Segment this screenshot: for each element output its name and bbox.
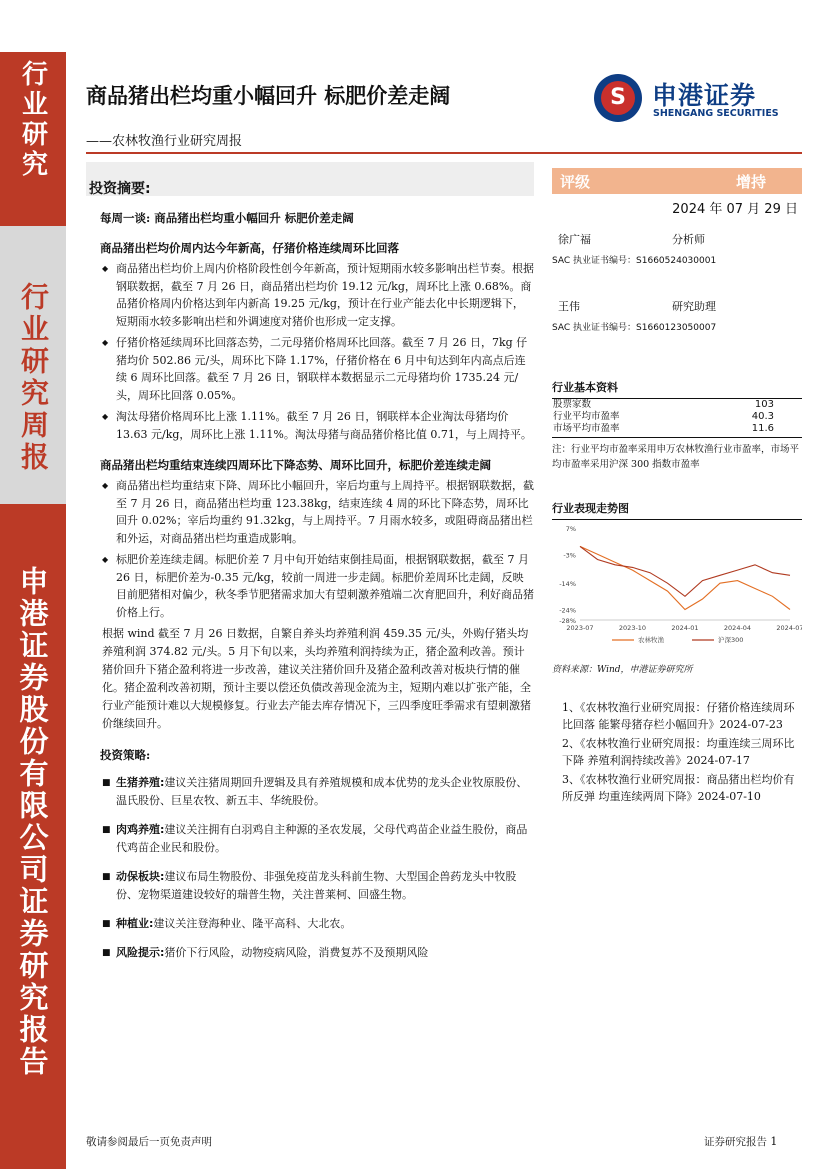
strategy-list — [86, 774, 534, 962]
trend-chart-box — [552, 500, 802, 675]
analyst-block — [552, 231, 802, 266]
rating-value: 增持 — [735, 172, 766, 191]
bullet-item: ◆ 商品猪出栏均重结束下降、周环比小幅回升，宰后均重与上周持平。根据钢联数据，截至 7 月 26 日，商品猪出栏均重 123.38kg，结束连续 4 周的环比下降态势，周环比回升 0.02%；宰后均重约 91.32kg，与上周持平。7 月雨水较多，或阻碍商品猪出栏和外运，对商品猪出栏均重造成影响。 — [86, 477, 534, 547]
related-report-item[interactable]: 2、《农林牧渔行业研究周报：均重连续三周环比下降 养殖利润持续改善》2024-07-17 — [562, 737, 795, 767]
strategy-label: 风险提示: — [116, 946, 165, 959]
strategy-text: 猪价下行风险，动物疫病风险，消费复苏不及预期风险 — [164, 946, 429, 959]
analyst-cert: SAC 执业证书编号：S1660524030001 — [552, 256, 717, 266]
x-tick-label: 2023-07 — [566, 624, 594, 632]
footer-label-text: 证券研究报告 — [704, 1136, 767, 1148]
summary-heading: 投资摘要: — [86, 162, 534, 196]
trend-chart-title: 行业表现走势图 — [552, 500, 802, 520]
series-line-1 — [580, 546, 790, 609]
y-tick-label: 7% — [565, 525, 576, 533]
analyst-name: 徐广福 — [558, 233, 591, 246]
strategy-item — [86, 821, 534, 857]
strategy-label: 肉鸡养殖: — [116, 823, 165, 836]
bullet-list-2 — [86, 477, 534, 621]
strategy-text: 建议关注登海种业、隆平高科、大北农。 — [153, 917, 352, 930]
section-subheading-1: 商品猪出栏均价周内达今年新高，仔猪价格连续周环比回落 — [100, 241, 399, 255]
analyst-block — [552, 298, 802, 333]
basic-info-note: 注：行业平均市盈率采用申万农林牧渔行业市盈率，市场平均市盈率采用沪深 300 指数市盈率 — [552, 444, 800, 470]
analyst-role: 分析师 — [672, 233, 705, 246]
page-subtitle: ——农林牧渔行业研究周报 — [86, 134, 243, 149]
footer-disclaimer: 敬请参阅最后一页免责声明 — [86, 1136, 212, 1148]
bullet-item: ◆ 仔猪价格延续周环比回落态势，二元母猪价格周环比回落。截至 7 月 26 日，7kg 仔猪均价 502.86 元/头，周环比下降 1.17%，仔猪价格在 6 月中旬达到年内高点后连续 6 周环比回落。截至 7 月 26 日，钢联样本数据显示二元母猪均价 1735.24 元/头，周环比回落 0.05%。 — [86, 334, 534, 404]
sidebar — [0, 0, 66, 1169]
bullet-item: ◆ 标肥价差连续走阔。标肥价差 7 月中旬开始结束倒挂局面，根据钢联数据，截至 7 月 26 日，标肥价差为-0.35 元/kg，较前一周进一步走阔。标肥价差周环比走阔，反映目前肥猪相对偏少，秋冬季节肥猪需求加大有望刺激养殖端二次育肥回升，利好商品猪价格上行。 — [86, 551, 534, 621]
bullet-item: ◆ 淘汰母猪价格周环比上涨 1.11%。截至 7 月 26 日，钢联样本企业淘汰母猪均价 13.63 元/kg，周环比上涨 1.11%。淘汰母猪与商品猪价格比值 0.71，与上周持平。 — [86, 408, 534, 443]
row-value: 40.3 — [751, 411, 774, 422]
weekly-topic: 每周一谈: 商品猪出栏均重小幅回升 标肥价差走阔 — [100, 211, 354, 225]
logo-mark: S — [594, 74, 642, 122]
strategy-item — [86, 774, 534, 810]
sidebar-bottom — [0, 504, 66, 1169]
sidebar-info — [552, 168, 802, 807]
main-content — [86, 162, 534, 962]
sidebar-middle — [0, 226, 66, 504]
related-reports — [552, 699, 802, 805]
basic-info-box — [552, 379, 802, 472]
y-tick-label: -24% — [559, 606, 576, 615]
sidebar-top-label: 行业研究 — [17, 60, 48, 180]
y-tick-label: -3% — [563, 551, 576, 560]
company-logo — [594, 74, 804, 128]
analyst-cert: SAC 执业证书编号：S1660123050007 — [552, 323, 717, 333]
page-title: 商品猪出栏均重小幅回升 标肥价差走阔 — [86, 84, 451, 108]
y-tick-label: -28% — [559, 617, 576, 625]
bullet-list-1 — [86, 260, 534, 443]
x-tick-label: 2024-07 — [776, 624, 802, 632]
strategy-label: 动保板块: — [116, 870, 165, 883]
row-label: 市场平均市盈率 — [552, 423, 694, 438]
logo-text-en: SHENGANG SECURITIES — [653, 108, 779, 119]
sidebar-middle-label: 行业研究周报 — [17, 282, 50, 474]
strategy-label: 生猪养殖: — [116, 776, 165, 789]
strategy-item — [86, 868, 534, 904]
rating-bar — [552, 168, 802, 194]
series-line-2 — [580, 546, 790, 596]
legend-label: 农林牧渔 — [638, 636, 664, 644]
strategy-heading: 投资策略: — [100, 748, 151, 762]
header-divider — [86, 152, 802, 154]
strategy-label: 种植业: — [116, 917, 154, 930]
basic-info-table — [552, 399, 802, 438]
x-tick-label: 2024-04 — [723, 624, 752, 632]
x-tick-label: 2023-10 — [618, 624, 647, 632]
related-report-item[interactable]: 3、《农林牧渔行业研究周报：商品猪出栏均价有所反弹 均重连续两周下降》2024-07-10 — [562, 773, 795, 803]
analyst-name: 王伟 — [558, 300, 580, 313]
chart-source: 资料来源：Wind，申港证券研究所 — [552, 665, 693, 675]
footer-label — [704, 1134, 777, 1149]
trend-chart — [552, 520, 802, 650]
analyst-role: 研究助理 — [672, 300, 716, 313]
table-row — [552, 399, 802, 411]
x-tick-label: 2024-01 — [671, 624, 699, 632]
row-value: 11.6 — [694, 423, 802, 438]
strategy-text: 建议关注猪周期回升逻辑及具有养殖规模和成本优势的龙头企业牧原股份、温氏股份、巨星农牧、新五丰、华统股份。 — [116, 776, 528, 807]
table-row — [552, 411, 802, 423]
related-report-item[interactable]: 1、《农林牧渔行业研究周报：仔猪价格连续周环比回落 能繁母猪存栏小幅回升》2024-07-23 — [562, 701, 795, 731]
table-row — [552, 423, 802, 438]
strategy-item — [86, 944, 534, 962]
body-paragraph: 根据 wind 截至 7 月 26 日数据，自繁自养头均养殖利润 459.35 元/头，外购仔猪头均养殖利润 374.82 元/头。5 月下旬以来，头均养殖利润持续为正，猪企盈利改善。预计猪价回升下猪企盈利将进一步改善，建议关注猪价回升及猪企盈利改善对板块行情的催化。猪企盈利改善初期，预计主要以偿还负债改善现金流为主，短期内难以扩张产能，全行业产能预计难以大规模修复。行业去产能去库存情况下，三四季度旺季需求有望刺激猪价继续回升。 — [102, 627, 531, 730]
logo-text-cn: 申港证券 — [652, 81, 757, 110]
row-value: 103 — [754, 399, 774, 410]
row-label: 行业平均市盈率 — [553, 411, 620, 422]
bullet-item: ◆ 商品猪出栏均价上周内价格阶段性创今年新高，预计短期雨水较多影响出栏节奏。根据钢联数据，截至 7 月 26 日，商品猪出栏均价 19.12 元/kg，周环比上涨 0.68%。商品猪价格周内价格达到年内新高 19.25 元/kg，预计在行业产能去化中长期逻辑下，短期雨水较多影响出栏和外调速度对猪价也形成一定支撑。 — [86, 260, 534, 330]
y-tick-label: -14% — [559, 580, 576, 589]
row-label: 股票家数 — [553, 399, 592, 410]
strategy-text: 建议布局生物股份、非强免疫苗龙头科前生物、大型国企兽药龙头中牧股份、宠物渠道建设较好的瑞普生物，关注普莱柯、回盛生物。 — [116, 870, 517, 901]
legend-label: 沪深300 — [718, 636, 744, 644]
sidebar-bottom-label: 申港证券股份有限公司证券研究报告 — [15, 566, 50, 1078]
sidebar-top — [0, 52, 66, 226]
section-subheading-2: 商品猪出栏均重结束连续四周环比下降态势、周环比回升，标肥价差连续走阔 — [100, 458, 491, 472]
strategy-text: 建议关注拥有白羽鸡自主种源的圣农发展，父母代鸡苗企业益生股份，商品代鸡苗企业民和股份。 — [116, 823, 528, 854]
rating-label: 评级 — [560, 172, 591, 191]
strategy-item — [86, 915, 534, 933]
page-number: 1 — [770, 1135, 778, 1148]
report-date: 2024 年 07 月 29 日 — [672, 202, 798, 217]
basic-info-title: 行业基本资料 — [552, 379, 802, 399]
